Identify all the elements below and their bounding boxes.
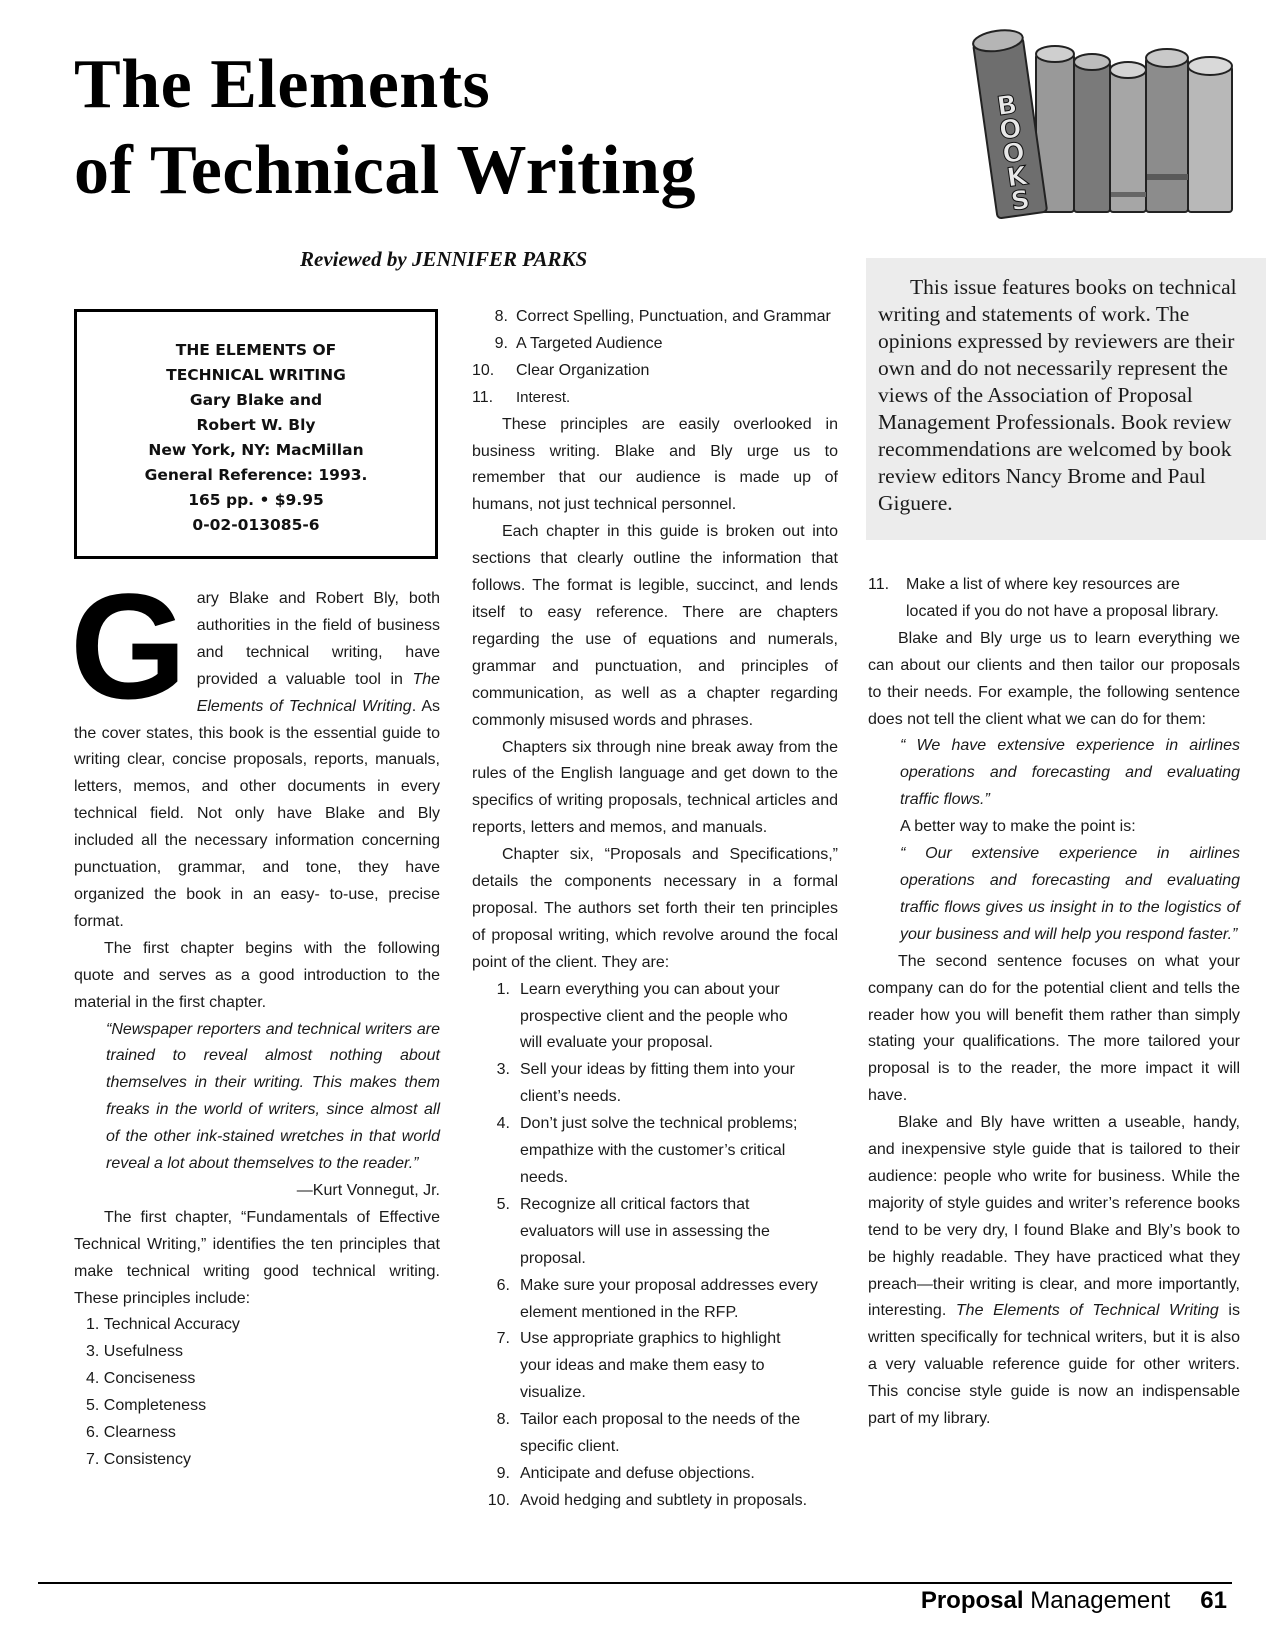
list-text: Clearness: [103, 1424, 176, 1442]
list-item: [472, 358, 838, 385]
book-info-line: 165 pp. • $9.95: [188, 491, 324, 509]
list-item: [74, 1312, 440, 1339]
book-info-line: Robert W. Bly: [196, 416, 316, 434]
closing-rest: is written specifically for technical writers, but it is also a very valuable reference guide for other writers. This concise style guide is now an indispensable part of my library.: [868, 1302, 1240, 1428]
list-text: A Targeted Audience: [516, 334, 663, 352]
intro-text: ary Blake and Robert Bly, both authorities in the field of business and technical writing, have provided a valuable tool in: [196, 590, 440, 688]
book-info-line: TECHNICAL WRITING: [166, 366, 346, 384]
paragraph: A better way to make the point is:: [900, 818, 1136, 836]
list-item: [472, 331, 838, 358]
list-text: Consistency: [103, 1451, 191, 1468]
list-text: Anticipate and defuse objections.: [520, 1464, 755, 1482]
page-number: 61: [1200, 1587, 1227, 1614]
list-text: Interest.: [516, 388, 571, 406]
list-text: Learn everything you can about your prospective client and the people who will evaluate your proposal.: [520, 980, 788, 1052]
intro-rest: . As the cover states, this book is the essential guide to writing clear, concise proposals, reports, manuals, letters, memos, and other documents in every technical field. Not only have Blake and Bly included all the necessary information concerning punctuation, grammar, and tone, they have organized the book in an easy- to-use, precise format.: [74, 697, 440, 930]
list-text: Avoid hedging and subtlety in proposals.: [520, 1491, 808, 1509]
list-text: Recognize all critical factors that evaluators will use in assessing the proposal.: [520, 1195, 770, 1267]
list-item: [472, 385, 838, 412]
list-number: 1.: [86, 1316, 100, 1334]
list-item: [868, 572, 1240, 626]
list-number: 8.: [494, 308, 508, 325]
list-item: [472, 1273, 838, 1327]
list-number: 3.: [86, 1343, 100, 1361]
list-text: Clear Organization: [516, 361, 650, 379]
book-info-box: [74, 309, 438, 559]
example-quote-2: “ Our extensive experience in airlines operations and forecasting and evaluating traffic flows gives us insight in to the logistics of your business and will help you respond faster.”: [900, 845, 1240, 943]
editor-note-text: This issue features books on technical writing and statements of work. The opinions expressed by reviewers are their own and do not necessarily represent the views of the Association of Proposal Management Professionals. Book review recommendations are welcomed by book review editors Nancy Brome and Paul Giguere.: [878, 275, 1237, 515]
paragraph: Blake and Bly urge us to learn everything we can about our clients and then tailor our proposals to their needs. For example, the following sentence does not tell the client what we can do for them:: [868, 629, 1240, 728]
column-2: [472, 304, 838, 1515]
paragraph: These principles are easily overlooked in business writing. Blake and Bly urge us to remember that our audience is made up of humans, not just technical personnel.: [472, 415, 838, 514]
list-number: 1.: [496, 980, 510, 998]
list-item: [472, 977, 838, 1058]
list-number: 7.: [86, 1451, 100, 1468]
list-item: [472, 1407, 838, 1461]
list-number: 6.: [496, 1276, 510, 1294]
list-item: [472, 1326, 838, 1407]
column-1: [70, 562, 441, 1474]
svg-text:B: B: [995, 89, 1019, 123]
intro-paragraph: [70, 562, 441, 936]
books-icon: [970, 14, 1250, 229]
book-info-line: 0-02-013085-6: [192, 516, 320, 534]
list-number: 11.: [868, 576, 890, 593]
list-text: Conciseness: [103, 1370, 196, 1388]
paragraph: Chapters six through nine break away from the rules of the English language and get down to the specifics of writing proposals, technical articles and reports, letters and memos, and manuals.: [472, 738, 838, 837]
list-item: [472, 304, 838, 331]
list-item: [472, 1192, 838, 1273]
paragraph: The second sentence focuses on what your company can do for the potential client and tells the reader how you will benefit them rather than simply stating your qualifications. The more tailored your proposal is to the reader, the more impact it will have.: [868, 952, 1240, 1105]
quote-attribution: —Kurt Vonnegut, Jr.: [296, 1181, 440, 1199]
svg-text:S: S: [1009, 185, 1032, 218]
paragraph: The first chapter begins with the following quote and serves as a good introduction to the material in the first chapter.: [74, 939, 440, 1011]
list-number: 4.: [86, 1370, 100, 1388]
principles-list-continued: [472, 304, 838, 412]
vonnegut-quote: “Newspaper reporters and technical writers are trained to reveal almost nothing about themselves in their writing. This makes them freaks in the world of writers, since almost all of the other ink-stained wretches in that world reveal a lot about themselves to the reader.”: [106, 1020, 440, 1173]
book-info-line: General Reference: 1993.: [144, 466, 368, 484]
list-text: Make sure your proposal addresses every element mentioned in the RFP.: [520, 1276, 818, 1321]
article-title: [74, 42, 696, 214]
list-number: 11.: [472, 388, 494, 406]
book-title-italic: The Elements of Technical Writing: [196, 670, 441, 715]
title-line-1: The Elements: [74, 46, 491, 123]
list-text: Make a list of where key resources are located if you do not have a proposal library.: [906, 576, 1219, 620]
list-text: Don’t just solve the technical problems; empathize with the customer’s critical needs.: [520, 1115, 798, 1186]
paragraph: Each chapter in this guide is broken out into sections that clearly outline the information that follows. The format is legible, succinct, and lends itself to easy reference. There are chapters regarding the use of equations and numerals, grammar and punctuation, and principles of communication, as well as a chapter regarding commonly misused words and phrases.: [472, 523, 838, 729]
footer-rule: [38, 1582, 1232, 1584]
list-number: 5.: [496, 1195, 510, 1213]
list-item: [472, 1461, 838, 1488]
list-text: Use appropriate graphics to highlight your ideas and make them easy to visualize.: [520, 1330, 781, 1402]
list-number: 7.: [496, 1330, 510, 1348]
column-3: [868, 572, 1240, 1433]
example-quote-1: “ We have extensive experience in airlines operations and forecasting and evaluating traffic flows.”: [900, 737, 1240, 809]
closing-text: Blake and Bly have written a useable, handy, and inexpensive style guide that is tailored to their audience: people who write for business. While the majority of style guides and writer’s reference books tend to be very dry, I found Blake and Bly’s book to be highly readable. They have practiced what they preach—their writing is clear, and more importantly, interesting.: [868, 1114, 1240, 1320]
list-number: 10.: [472, 361, 495, 379]
closing-paragraph: [868, 1110, 1240, 1433]
editor-note-sidebar: [866, 258, 1266, 540]
list-number: 3.: [496, 1061, 510, 1079]
list-number: 9.: [496, 1464, 510, 1482]
footer: [921, 1586, 1227, 1616]
book-info-line: THE ELEMENTS OF: [175, 341, 337, 359]
footer-publication: Management: [1023, 1587, 1171, 1614]
list-item: [472, 1488, 838, 1515]
paragraph: The first chapter, “Fundamentals of Effective Technical Writing,” identifies the ten principles that make technical writing good technical writing. These principles include:: [74, 1208, 440, 1307]
list-number: 4.: [496, 1115, 510, 1133]
list-item: [74, 1366, 440, 1393]
list-text: Sell your ideas by fitting them into your client’s needs.: [520, 1061, 795, 1106]
book-info-line: Gary Blake and: [189, 391, 323, 409]
drop-cap: G: [70, 562, 187, 730]
book-info-line: New York, NY: MacMillan: [148, 441, 364, 459]
svg-text:O: O: [997, 113, 1024, 147]
proposal-principles-list: [472, 977, 838, 1515]
list-item: [74, 1420, 440, 1447]
list-text: Usefulness: [103, 1343, 183, 1361]
list-number: 5.: [86, 1397, 100, 1415]
svg-text:K: K: [1005, 161, 1030, 194]
principles-list: [74, 1312, 440, 1473]
list-number: 8.: [496, 1411, 510, 1429]
byline: Reviewed by JENNIFER PARKS: [300, 247, 588, 271]
footer-publication-bold: Proposal: [920, 1587, 1024, 1614]
list-item: [472, 1111, 838, 1192]
list-text: Tailor each proposal to the needs of the specific client.: [520, 1411, 801, 1456]
list-item: [74, 1447, 440, 1474]
list-number: 10.: [487, 1491, 510, 1509]
list-item: [74, 1393, 440, 1420]
list-text: Technical Accuracy: [103, 1316, 240, 1334]
list-item: [74, 1339, 440, 1366]
svg-text:O: O: [1000, 137, 1027, 171]
list-number: 6.: [86, 1424, 100, 1442]
title-line-2: of Technical Writing: [74, 132, 696, 209]
paragraph: Chapter six, “Proposals and Specifications,” details the components necessary in a formal proposal. The authors set forth their ten principles of proposal writing, which revolve around the focal point of the client. They are:: [472, 846, 838, 971]
book-title-italic: The Elements of Technical Writing: [955, 1302, 1219, 1320]
list-number: 9.: [494, 334, 508, 352]
list-item: [472, 1057, 838, 1111]
list-text: Completeness: [103, 1397, 207, 1415]
list-text: Correct Spelling, Punctuation, and Grammar: [516, 308, 831, 325]
